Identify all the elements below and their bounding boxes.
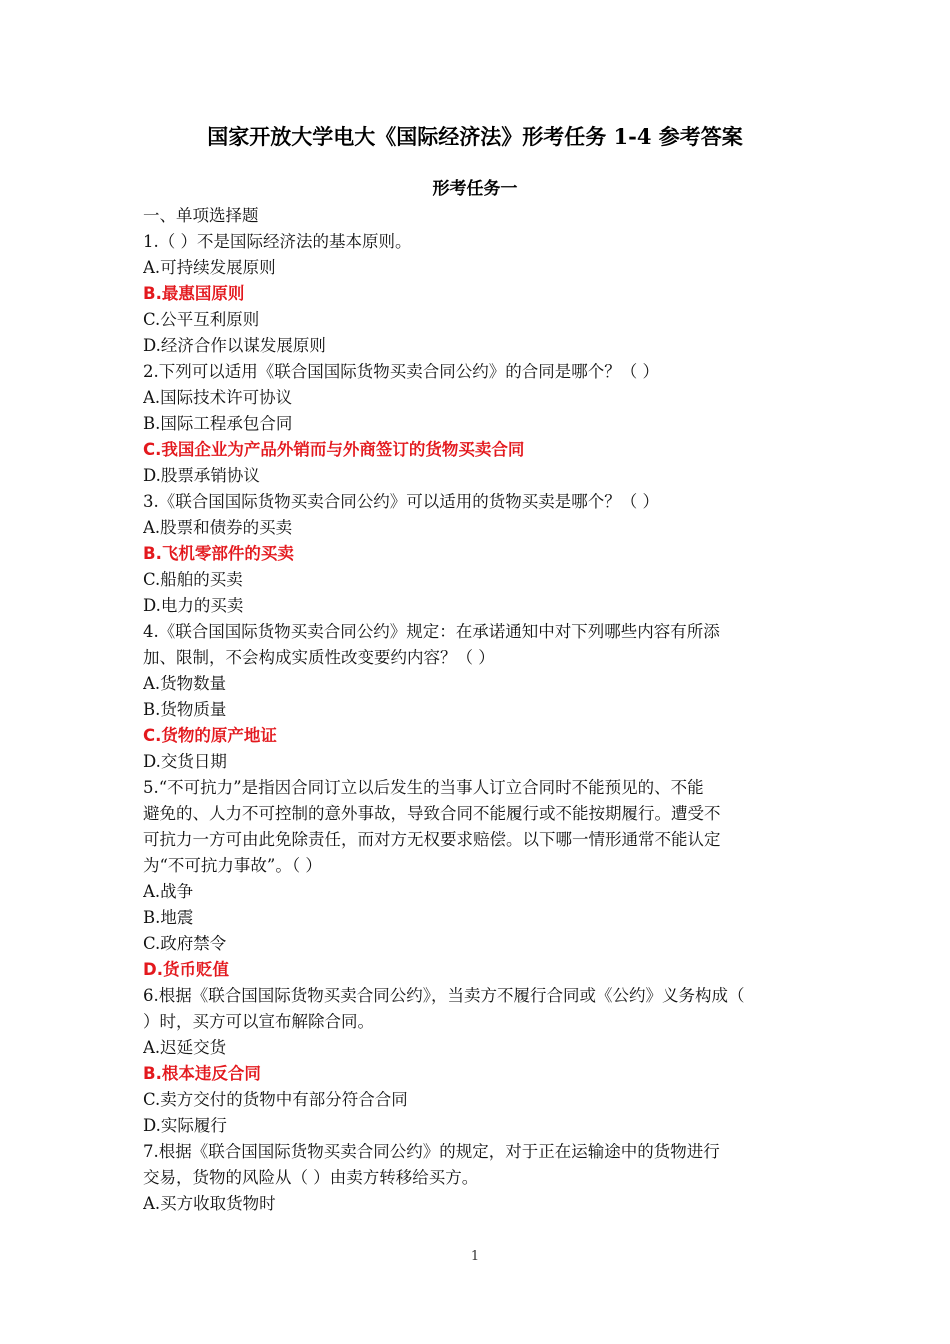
document-body [143,203,808,1217]
text-line: 避免的、人力不可控制的意外事故，导致合同不能履行或不能按期履行。遭受不 [143,804,721,823]
text-line: 1.（ ）不是国际经济法的基本原则。 [143,232,412,251]
text-line: C.政府禁令 [143,934,227,953]
text-line: D.交货日期 [143,752,227,771]
text-line: A.国际技术许可协议 [143,388,293,407]
text-line: 5.“不可抗力”是指因合同订立以后发生的当事人订立合同时不能预见的、不能 [143,778,704,797]
text-line: 加、限制，不会构成实质性改变要约内容？（ ） [143,648,495,667]
answer-line: C.我国企业为产品外销而与外商签订的货物买卖合同 [143,440,525,459]
text-line: 2.下列可以适用《联合国国际货物买卖合同公约》的合同是哪个？（ ） [143,362,659,381]
text-line: D.股票承销协议 [143,466,260,485]
text-line: 3.《联合国国际货物买卖合同公约》可以适用的货物买卖是哪个？（ ） [143,492,659,511]
text-line: B.货物质量 [143,700,227,719]
text-line: 为“不可抗力事故”。（ ） [143,856,322,875]
page-number: 1 [470,1249,480,1264]
text-line: D.经济合作以谋发展原则 [143,336,326,355]
document-title: 国家开放大学电大《国际经济法》形考任务 1-4 参考答案 [207,124,743,149]
text-line: 可抗力一方可由此免除责任，而对方无权要求赔偿。以下哪一情形通常不能认定 [143,830,721,849]
answer-line: B.根本违反合同 [143,1064,261,1083]
text-line: 4.《联合国国际货物买卖合同公约》规定：在承诺通知中对下列哪些内容有所添 [143,622,720,641]
text-line: C.公平互利原则 [143,310,260,329]
answer-line: B.飞机零部件的买卖 [143,544,294,563]
text-line: 交易，货物的风险从（ ）由卖方转移给买方。 [143,1168,479,1187]
section-title: 形考任务一 [432,179,518,199]
answer-line: D.货币贬值 [143,960,229,979]
text-line: 6.根据《联合国国际货物买卖合同公约》，当卖方不履行合同或《公约》义务构成（ [143,986,745,1005]
answer-line: B.最惠国原则 [143,284,245,303]
text-line: 一、单项选择题 [143,206,259,225]
text-line: A.股票和债券的买卖 [143,518,293,537]
text-line: B.国际工程承包合同 [143,414,293,433]
text-line: B.地震 [143,908,194,927]
text-line: A.战争 [143,882,194,901]
text-line: A.可持续发展原则 [143,258,276,277]
answer-line: C.货物的原产地证 [143,726,277,745]
text-line: C.船舶的买卖 [143,570,243,589]
text-line: ）时，买方可以宣布解除合同。 [143,1012,374,1031]
text-line: A.买方收取货物时 [143,1194,276,1213]
text-line: A.货物数量 [143,674,227,693]
text-line: D.电力的买卖 [143,596,244,615]
text-line: A.迟延交货 [143,1038,227,1057]
text-line: 7.根据《联合国国际货物买卖合同公约》的规定，对于正在运输途中的货物进行 [143,1142,720,1161]
text-line: C.卖方交付的货物中有部分符合合同 [143,1090,408,1109]
text-line: D.实际履行 [143,1116,227,1135]
